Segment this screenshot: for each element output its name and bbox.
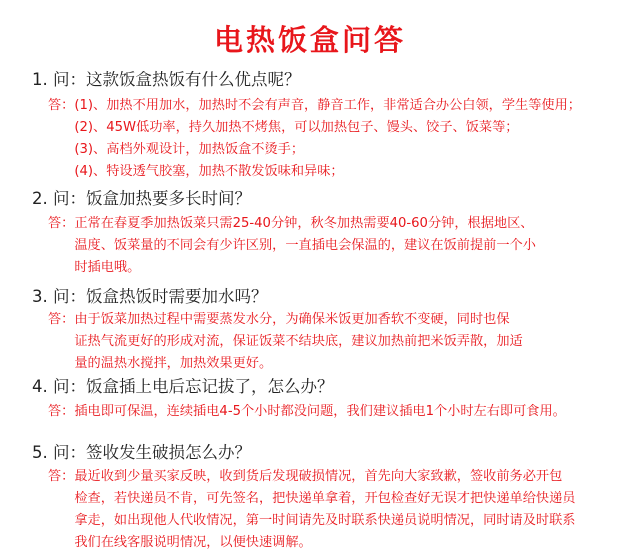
question-1: 1. 问：这款饭盒热饭有什么优点呢？ bbox=[32, 70, 301, 89]
answer-line: 答：(1)、加热不用加水，加热时不会有声音，静音工作，非常适合办公白领，学生等使用； bbox=[48, 98, 581, 113]
answer-2 bbox=[48, 213, 608, 279]
answer-line: 拿走，如出现他人代收情况，第一时间请先及时联系快递员说明情况，同时请及时联系 bbox=[48, 513, 576, 528]
answer-line: 答：正常在春夏季加热饭菜只需25-40分钟，秋冬加热需要40-60分钟，根据地区、 bbox=[48, 216, 534, 231]
answer-line: 时插电哦。 bbox=[48, 260, 141, 275]
answer-line: 量的温热水搅拌，加热效果更好。 bbox=[48, 356, 273, 371]
question-5: 5. 问：签收发生破损怎么办？ bbox=[32, 443, 251, 462]
answer-line: (3)、高档外观设计，加热饭盒不烫手； bbox=[48, 142, 305, 157]
answer-line: (4)、特设透气胶塞，加热不散发饭味和异味； bbox=[48, 164, 344, 179]
answer-line: 检查，若快递员不肯，可先签名，把快递单拿着，开包检查好无误才把快递单给快递员 bbox=[48, 491, 576, 506]
answer-1 bbox=[48, 95, 608, 183]
answer-line: 答：最近收到少量买家反映，收到货后发现破损情况，首先向大家致歉，签收前务必开包 bbox=[48, 469, 563, 484]
answer-line: 答：由于饭菜加热过程中需要蒸发水分，为确保米饭更加香软不变硬，同时也保 bbox=[48, 312, 510, 327]
answer-line: 证热气流更好的形成对流，保证饭菜不结块底，建议加热前把米饭弄散，加适 bbox=[48, 334, 523, 349]
question-2: 2. 问：饭盒加热要多长时间？ bbox=[32, 189, 251, 208]
answer-line: 温度、饭菜量的不同会有少许区别，一直插电会保温的，建议在饭前提前一个小 bbox=[48, 238, 536, 253]
question-4: 4. 问：饭盒插上电后忘记拔了，怎么办？ bbox=[32, 377, 334, 396]
answer-line: 我们在线客服说明情况，以便快速调解。 bbox=[48, 535, 312, 550]
answer-5 bbox=[48, 466, 608, 554]
answer-4 bbox=[48, 401, 608, 423]
answer-line: 答：插电即可保温，连续插电4-5个小时都没问题，我们建议插电1个小时左右即可食用。 bbox=[48, 404, 566, 419]
question-3: 3. 问：饭盒热饭时需要加水吗？ bbox=[32, 287, 268, 306]
answer-3 bbox=[48, 309, 608, 375]
page-title: 电热饭盒问答 bbox=[213, 23, 406, 57]
answer-line: (2)、45W低功率，持久加热不烤焦，可以加热包子、馒头、饺子、饭菜等； bbox=[48, 120, 519, 135]
